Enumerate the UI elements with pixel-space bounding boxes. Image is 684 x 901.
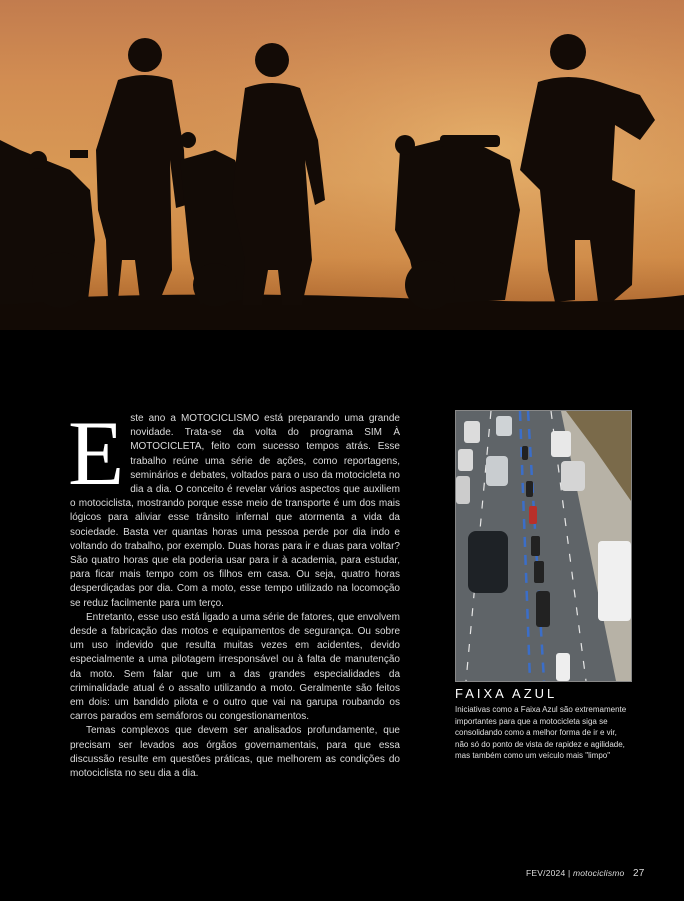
hero-photo bbox=[0, 0, 684, 330]
article-paragraph bbox=[68, 402, 400, 611]
drop-cap: E bbox=[68, 402, 125, 504]
article-body bbox=[68, 402, 400, 781]
footer-separator: | bbox=[567, 868, 571, 878]
magazine-name: motociclismo bbox=[572, 868, 625, 878]
page-number: 27 bbox=[633, 868, 645, 879]
silhouettes-illustration bbox=[0, 0, 684, 330]
sidebar-title: FAIXA AZUL bbox=[455, 686, 558, 701]
article-paragraph: Entretanto, esse uso está ligado a uma série de fatores, que envolvem desde a fabricação das motos e equipamentos de segurança. Ou sobre um uso indevido que resulta muitas vezes em acidentes, devido especialmente a uma pilotagem irresponsável ou à falta de manutenção da moto. Sem falar que um a das grandes especialidades da criminalidade atual é o assalto utilizando a moto. Geralmente são feitos em dois: um bandido pilota e o outro que vai na garupa roubando os carros parados em semáforos ou congestionamentos. bbox=[70, 611, 400, 723]
issue-date: FEV/2024 bbox=[526, 868, 566, 878]
article-paragraph: Temas complexos que devem ser analisados profundamente, que precisam ser levados aos órgãos governamentais, para que essa discussão resulte em questões práticas, que melhorem as condições do motociclista no seu dia a dia. bbox=[70, 725, 400, 780]
sidebar-caption: Iniciativas como a Faixa Azul são extremamente importantes para que a motocicleta siga se consolidando como a melhor forma de ir e vir, não só do ponto de vista de rapidez e agilidade, mas também como um veículo mais "limpo" bbox=[455, 705, 627, 761]
sidebar-photo bbox=[455, 410, 632, 682]
paragraph-text: ste ano a MOTOCICLISMO está preparando uma grande novidade. Trata-se da volta do programa SIM À MOTOCICLETA, feito com sucesso tempos atrás. Esse trabalho reúne uma série de ações, como reportagens, seminários e debates, voltados para o uso da motocicleta no dia a dia. O conceito é revelar vários aspectos que auxiliem o motociclista, mostrando porque esse meio de transporte é um dos mais lógicos para aliviar esse trânsito infernal que atormenta a vida da sociedade. Basta ver quantas horas uma pessoa perde por dia indo e voltando do trabalho, por exemplo. Duas horas para ir e duas para voltar? São quatro horas que ela poderia usar para ir à academia, para estudar, para ficar mais tempo com os filhos em casa. Ou seja, quatro horas desperdiçadas por dia. Com a moto, esse tempo utilizado na locomoção se reduz facilmente para um terço. bbox=[70, 413, 400, 609]
highway-illustration bbox=[456, 411, 631, 681]
page-footer bbox=[526, 868, 645, 879]
